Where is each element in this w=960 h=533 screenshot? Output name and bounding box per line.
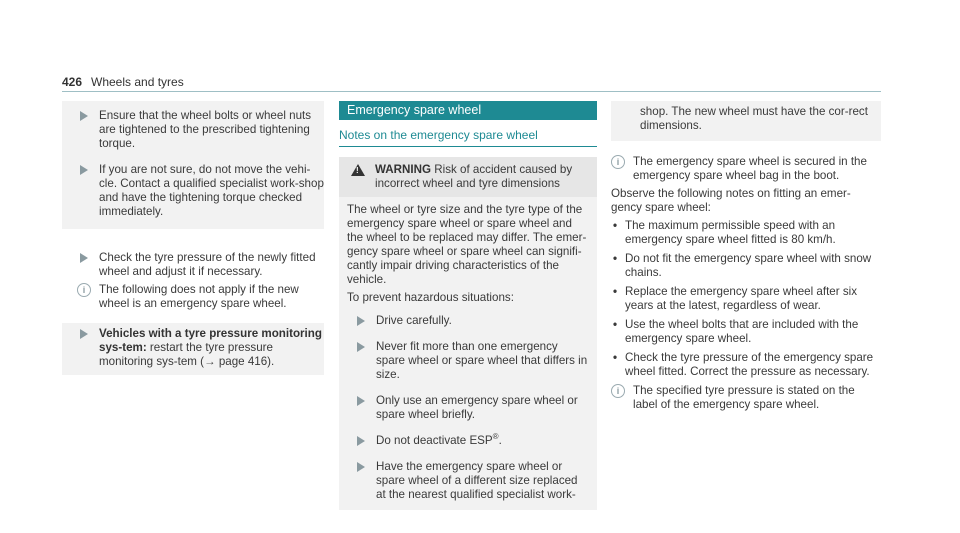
step-item xyxy=(62,163,324,219)
column-2 xyxy=(339,101,597,510)
list-item: • Do not fit the emergency spare wheel with snow chains. xyxy=(611,252,881,280)
section-name: Wheels and tyres xyxy=(91,75,184,89)
esp-text: Do not deactivate ESP xyxy=(376,434,493,447)
column-3 xyxy=(611,101,881,412)
step-text: Drive carefully. xyxy=(376,314,452,327)
tpms-box xyxy=(62,323,324,375)
step-text: Only use an emergency spare wheel or spare wheel briefly. xyxy=(376,394,578,421)
tpms-text: restart the tyre pressure monitoring sys-tem (→ page 416). xyxy=(99,341,275,368)
step-item xyxy=(347,394,589,422)
step-text: Have the emergency spare wheel or spare wheel of a different size replaced at the nearest qualified specialist work- xyxy=(376,460,578,501)
step-item xyxy=(62,327,324,369)
warning-head-text: Risk of accident caused by incorrect wheel and tyre dimensions xyxy=(375,163,573,190)
header-divider xyxy=(62,91,881,92)
step-text: Never fit more than one emergency spare wheel or spare wheel that differs in size. xyxy=(376,340,588,381)
observe-text: Observe the following notes on fitting an emer-gency spare wheel: xyxy=(611,187,851,214)
warning-body xyxy=(339,197,597,510)
list-item: • Replace the emergency spare wheel after six years at the latest, regardless of wear. xyxy=(611,285,881,313)
arrow-right-icon xyxy=(357,342,365,352)
list-item: • Check the tyre pressure of the emergency spare wheel fitted. Correct the pressure as necessary. xyxy=(611,351,881,379)
info-text: The following does not apply if the new wheel is an emergency spare wheel. xyxy=(99,283,299,310)
info-note xyxy=(611,384,881,412)
step-item xyxy=(347,460,589,502)
info-icon: i xyxy=(77,283,91,297)
arrow-right-icon xyxy=(357,462,365,472)
step-item xyxy=(62,109,324,151)
warning-triangle-icon: ! xyxy=(351,164,365,176)
continued-text: shop. The new wheel must have the cor-rect dimensions. xyxy=(640,105,868,132)
step-item xyxy=(347,434,589,448)
arrow-right-icon xyxy=(357,396,365,406)
sub-title: Notes on the emergency spare wheel xyxy=(339,128,597,147)
arrow-right-icon xyxy=(80,111,88,121)
tpms-heading: Vehicles with a tyre pressure monitoring sys-tem: xyxy=(99,327,322,354)
arrow-right-icon xyxy=(80,253,88,263)
page-header xyxy=(62,75,881,91)
esp-registered: ® xyxy=(492,432,499,442)
info-icon: i xyxy=(611,384,625,398)
warning-text: The wheel or tyre size and the tyre type of the emergency spare wheel or spare wheel and the wheel to be replaced may differ. The emer-gency spare wheel or spare wheel can signifi-cantly impair driving characteristics of the vehicle. xyxy=(347,203,587,286)
step-item xyxy=(347,314,589,328)
warning-header xyxy=(339,157,597,197)
info-note xyxy=(77,283,324,311)
info-note xyxy=(611,155,881,183)
column-1 xyxy=(62,101,324,375)
arrow-right-icon xyxy=(80,329,88,339)
step-item xyxy=(62,251,324,279)
step-text: If you are not sure, do not move the vehi-cle. Contact a qualified specialist work-shop and have the tightening torque checked immediately. xyxy=(99,163,324,218)
esp-end: . xyxy=(498,434,502,447)
warning-label: WARNING xyxy=(375,163,432,176)
section-title: Emergency spare wheel xyxy=(339,101,597,120)
list-item: • The maximum permissible speed with an emergency spare wheel fitted is 80 km/h. xyxy=(611,219,881,247)
info-text: The specified tyre pressure is stated on the label of the emergency spare wheel. xyxy=(633,384,855,411)
page-number: 426 xyxy=(62,75,83,89)
list-item: • Use the wheel bolts that are included with the emergency spare wheel. xyxy=(611,318,881,346)
prevent-text: To prevent hazardous situations: xyxy=(347,291,514,304)
notes-list xyxy=(611,219,881,379)
step-item xyxy=(347,340,589,382)
continued-warning-box xyxy=(611,101,881,141)
info-text: The emergency spare wheel is secured in the emergency spare wheel bag in the boot. xyxy=(633,155,867,182)
continued-box xyxy=(62,101,324,229)
warning-box xyxy=(339,157,597,510)
info-icon: i xyxy=(611,155,625,169)
arrow-right-icon xyxy=(80,165,88,175)
step-text: Check the tyre pressure of the newly fitted wheel and adjust it if necessary. xyxy=(99,251,316,278)
arrow-right-icon xyxy=(357,436,365,446)
arrow-right-icon xyxy=(357,316,365,326)
step-text: Ensure that the wheel bolts or wheel nuts are tightened to the prescribed tightening torque. xyxy=(99,109,312,150)
